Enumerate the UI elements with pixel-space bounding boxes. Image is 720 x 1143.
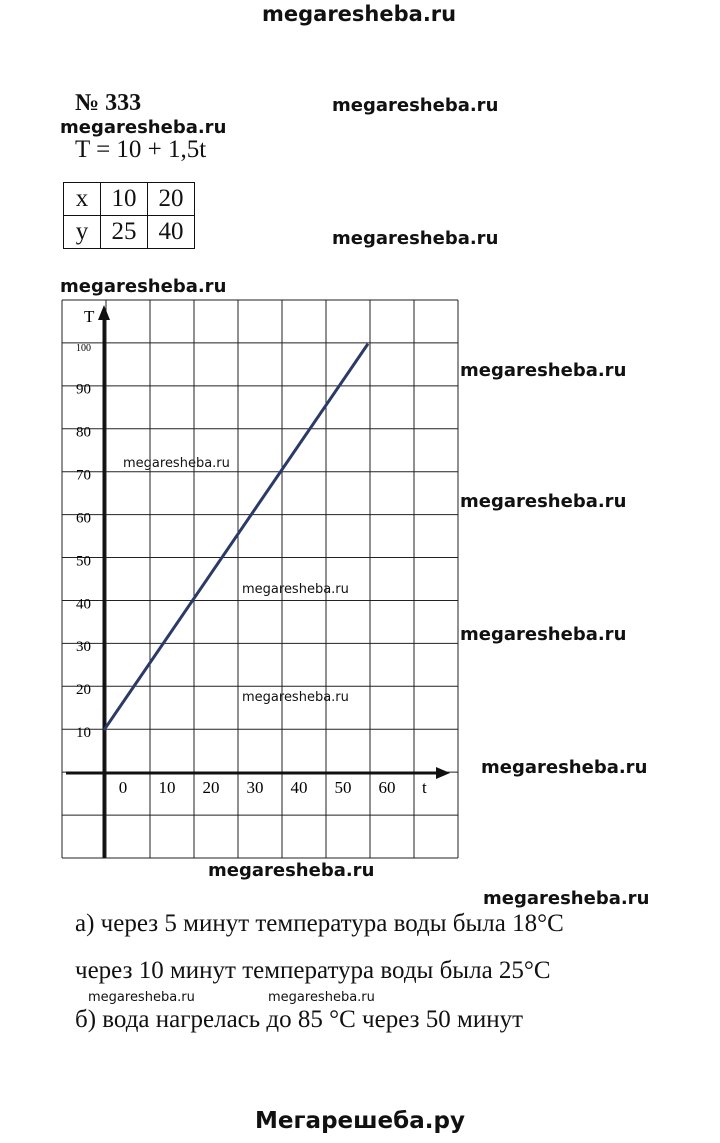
y-axis-arrow bbox=[98, 305, 110, 320]
series-line bbox=[104, 344, 368, 730]
answer-b: б) вода нагрелась до 85 °C через 50 минут bbox=[75, 1006, 524, 1033]
problem-number: № 333 bbox=[75, 90, 142, 116]
watermark: megaresheba.ru bbox=[123, 456, 230, 471]
x-tick-label: 10 bbox=[158, 778, 176, 797]
watermark: megaresheba.ru bbox=[332, 95, 499, 116]
watermark: megaresheba.ru bbox=[460, 624, 627, 645]
watermark: megaresheba.ru bbox=[268, 990, 375, 1005]
x-axis-label: t bbox=[422, 778, 427, 797]
y-axis-label: T bbox=[84, 307, 95, 326]
x-axis-arrow bbox=[436, 767, 450, 779]
answer-a-line1: а) через 5 минут температура воды была 18°C bbox=[75, 910, 564, 937]
y-tick-label: 50 bbox=[76, 553, 91, 570]
table-cell: 20 bbox=[148, 183, 195, 216]
table-cell: 10 bbox=[101, 183, 148, 216]
x-tick-label: 60 bbox=[378, 778, 396, 797]
watermark: megaresheba.ru bbox=[460, 491, 627, 512]
y-tick-label: 20 bbox=[76, 682, 91, 699]
watermark: megaresheba.ru bbox=[460, 360, 627, 381]
watermark: megaresheba.ru bbox=[481, 757, 648, 778]
x-tick-label: 50 bbox=[334, 778, 352, 797]
watermark-top: megaresheba.ru bbox=[262, 2, 457, 26]
y-tick-label: 60 bbox=[76, 510, 91, 527]
table-cell: x bbox=[64, 183, 101, 216]
watermark: megaresheba.ru bbox=[60, 276, 227, 297]
watermark: megaresheba.ru bbox=[60, 117, 227, 138]
x-tick-label: 0 bbox=[118, 778, 128, 797]
watermark: megaresheba.ru bbox=[242, 582, 349, 597]
table-cell: y bbox=[64, 216, 101, 249]
x-tick-label: 40 bbox=[290, 778, 308, 797]
table-cell: 40 bbox=[148, 216, 195, 249]
site-footer: Мегарешеба.ру bbox=[255, 1108, 465, 1134]
x-tick-label: 30 bbox=[246, 778, 264, 797]
y-tick-label: 10 bbox=[76, 725, 91, 742]
answer-a-line2: через 10 минут температура воды была 25°C bbox=[75, 957, 551, 984]
y-tick-label: 40 bbox=[76, 596, 91, 613]
y-tick-label: 100 bbox=[76, 342, 91, 354]
y-tick-label: 70 bbox=[76, 467, 91, 484]
watermark: megaresheba.ru bbox=[88, 990, 195, 1005]
problem-formula: T = 10 + 1,5t bbox=[75, 136, 207, 163]
watermark: megaresheba.ru bbox=[242, 690, 349, 705]
y-tick-label: 30 bbox=[76, 639, 91, 656]
x-tick-label: 20 bbox=[202, 778, 220, 797]
watermark: megaresheba.ru bbox=[208, 860, 375, 881]
watermark: megaresheba.ru bbox=[483, 888, 650, 909]
y-tick-label: 80 bbox=[76, 424, 91, 441]
table-cell: 25 bbox=[101, 216, 148, 249]
watermark: megaresheba.ru bbox=[332, 228, 499, 249]
y-tick-label: 90 bbox=[76, 381, 91, 398]
